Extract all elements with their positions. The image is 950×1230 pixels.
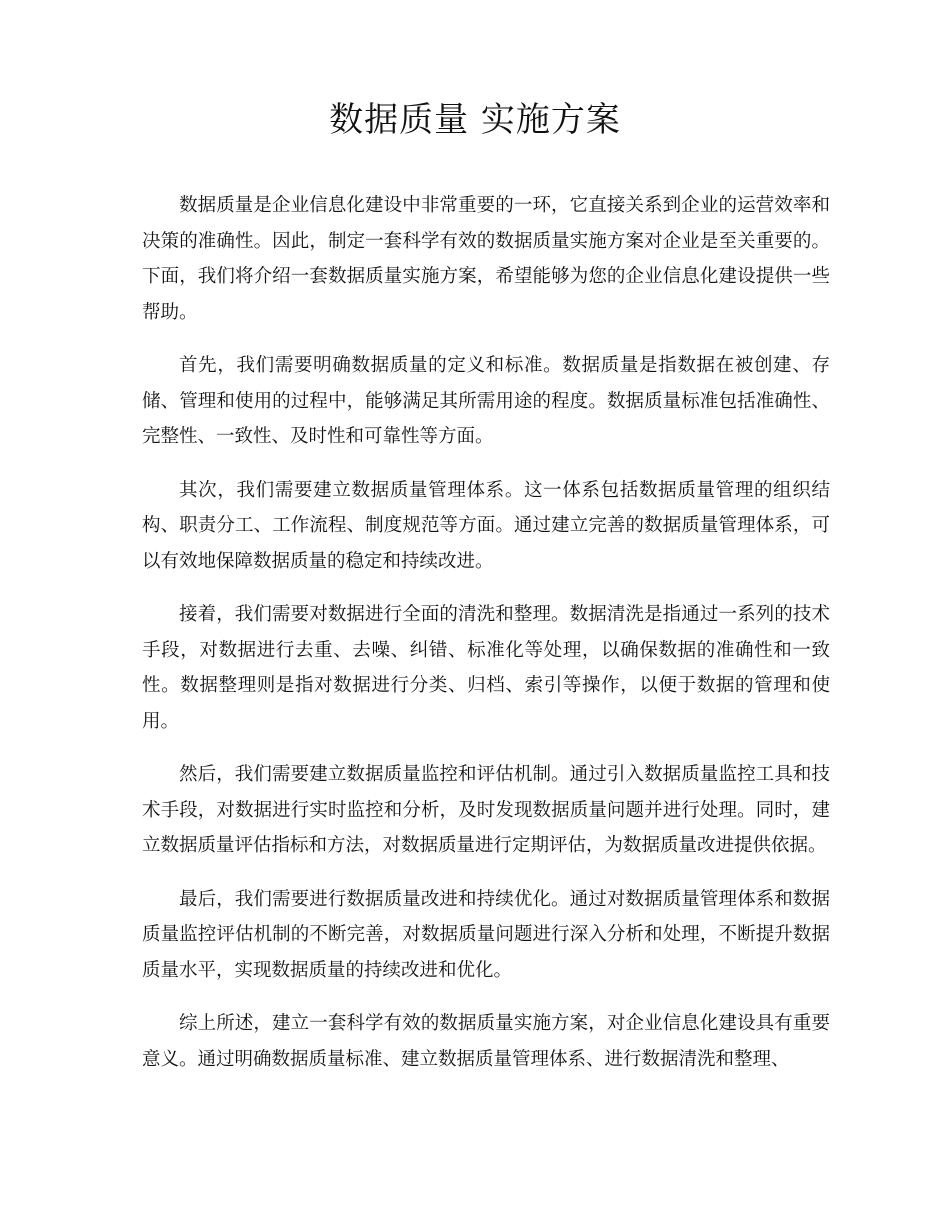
paragraph-definition: 首先，我们需要明确数据质量的定义和标准。数据质量是指数据在被创建、存储、管理和使用的过程中，能够满足其所需用途的程度。数据质量标准包括准确性、完整性、一致性、及时性和可靠性等方面。 [142,355,830,447]
document-body [142,188,830,1095]
paragraph-improvement: 最后，我们需要进行数据质量改进和持续优化。通过对数据质量管理体系和数据质量监控评估机制的不断完善，对数据质量问题进行深入分析和处理，不断提升数据质量水平，实现数据质量的持续改进和优化。 [142,888,830,981]
paragraph-intro: 数据质量是企业信息化建设中非常重要的一环，它直接关系到企业的运营效率和决策的准确性。因此，制定一套科学有效的数据质量实施方案对企业是至关重要的。下面，我们将介绍一套数据质量实施方案，希望能够为您的企业信息化建设提供一些帮助。 [142,195,830,323]
paragraph-management-system: 其次，我们需要建立数据质量管理体系。这一体系包括数据质量管理的组织结构、职责分工、工作流程、制度规范等方面。通过建立完善的数据质量管理体系，可以有效地保障数据质量的稳定和持续改进。 [142,479,830,572]
paragraph-summary: 综上所述，建立一套科学有效的数据质量实施方案，对企业信息化建设具有重要意义。通过明确数据质量标准、建立数据质量管理体系、进行数据清洗和整理、 [142,1013,830,1070]
document-title: 数据质量 实施方案 [329,100,621,140]
paragraph-monitoring: 然后，我们需要建立数据质量监控和评估机制。通过引入数据质量监控工具和技术手段，对数据进行实时监控和分析，及时发现数据质量问题并进行处理。同时，建立数据质量评估指标和方法，对数据质量进行定期评估，为数据质量改进提供依据。 [142,764,830,856]
paragraph-cleaning: 接着，我们需要对数据进行全面的清洗和整理。数据清洗是指通过一系列的技术手段，对数据进行去重、去噪、纠错、标准化等处理，以确保数据的准确性和一致性。数据整理则是指对数据进行分类、归档、索引等操作，以便于数据的管理和使用。 [142,604,830,732]
